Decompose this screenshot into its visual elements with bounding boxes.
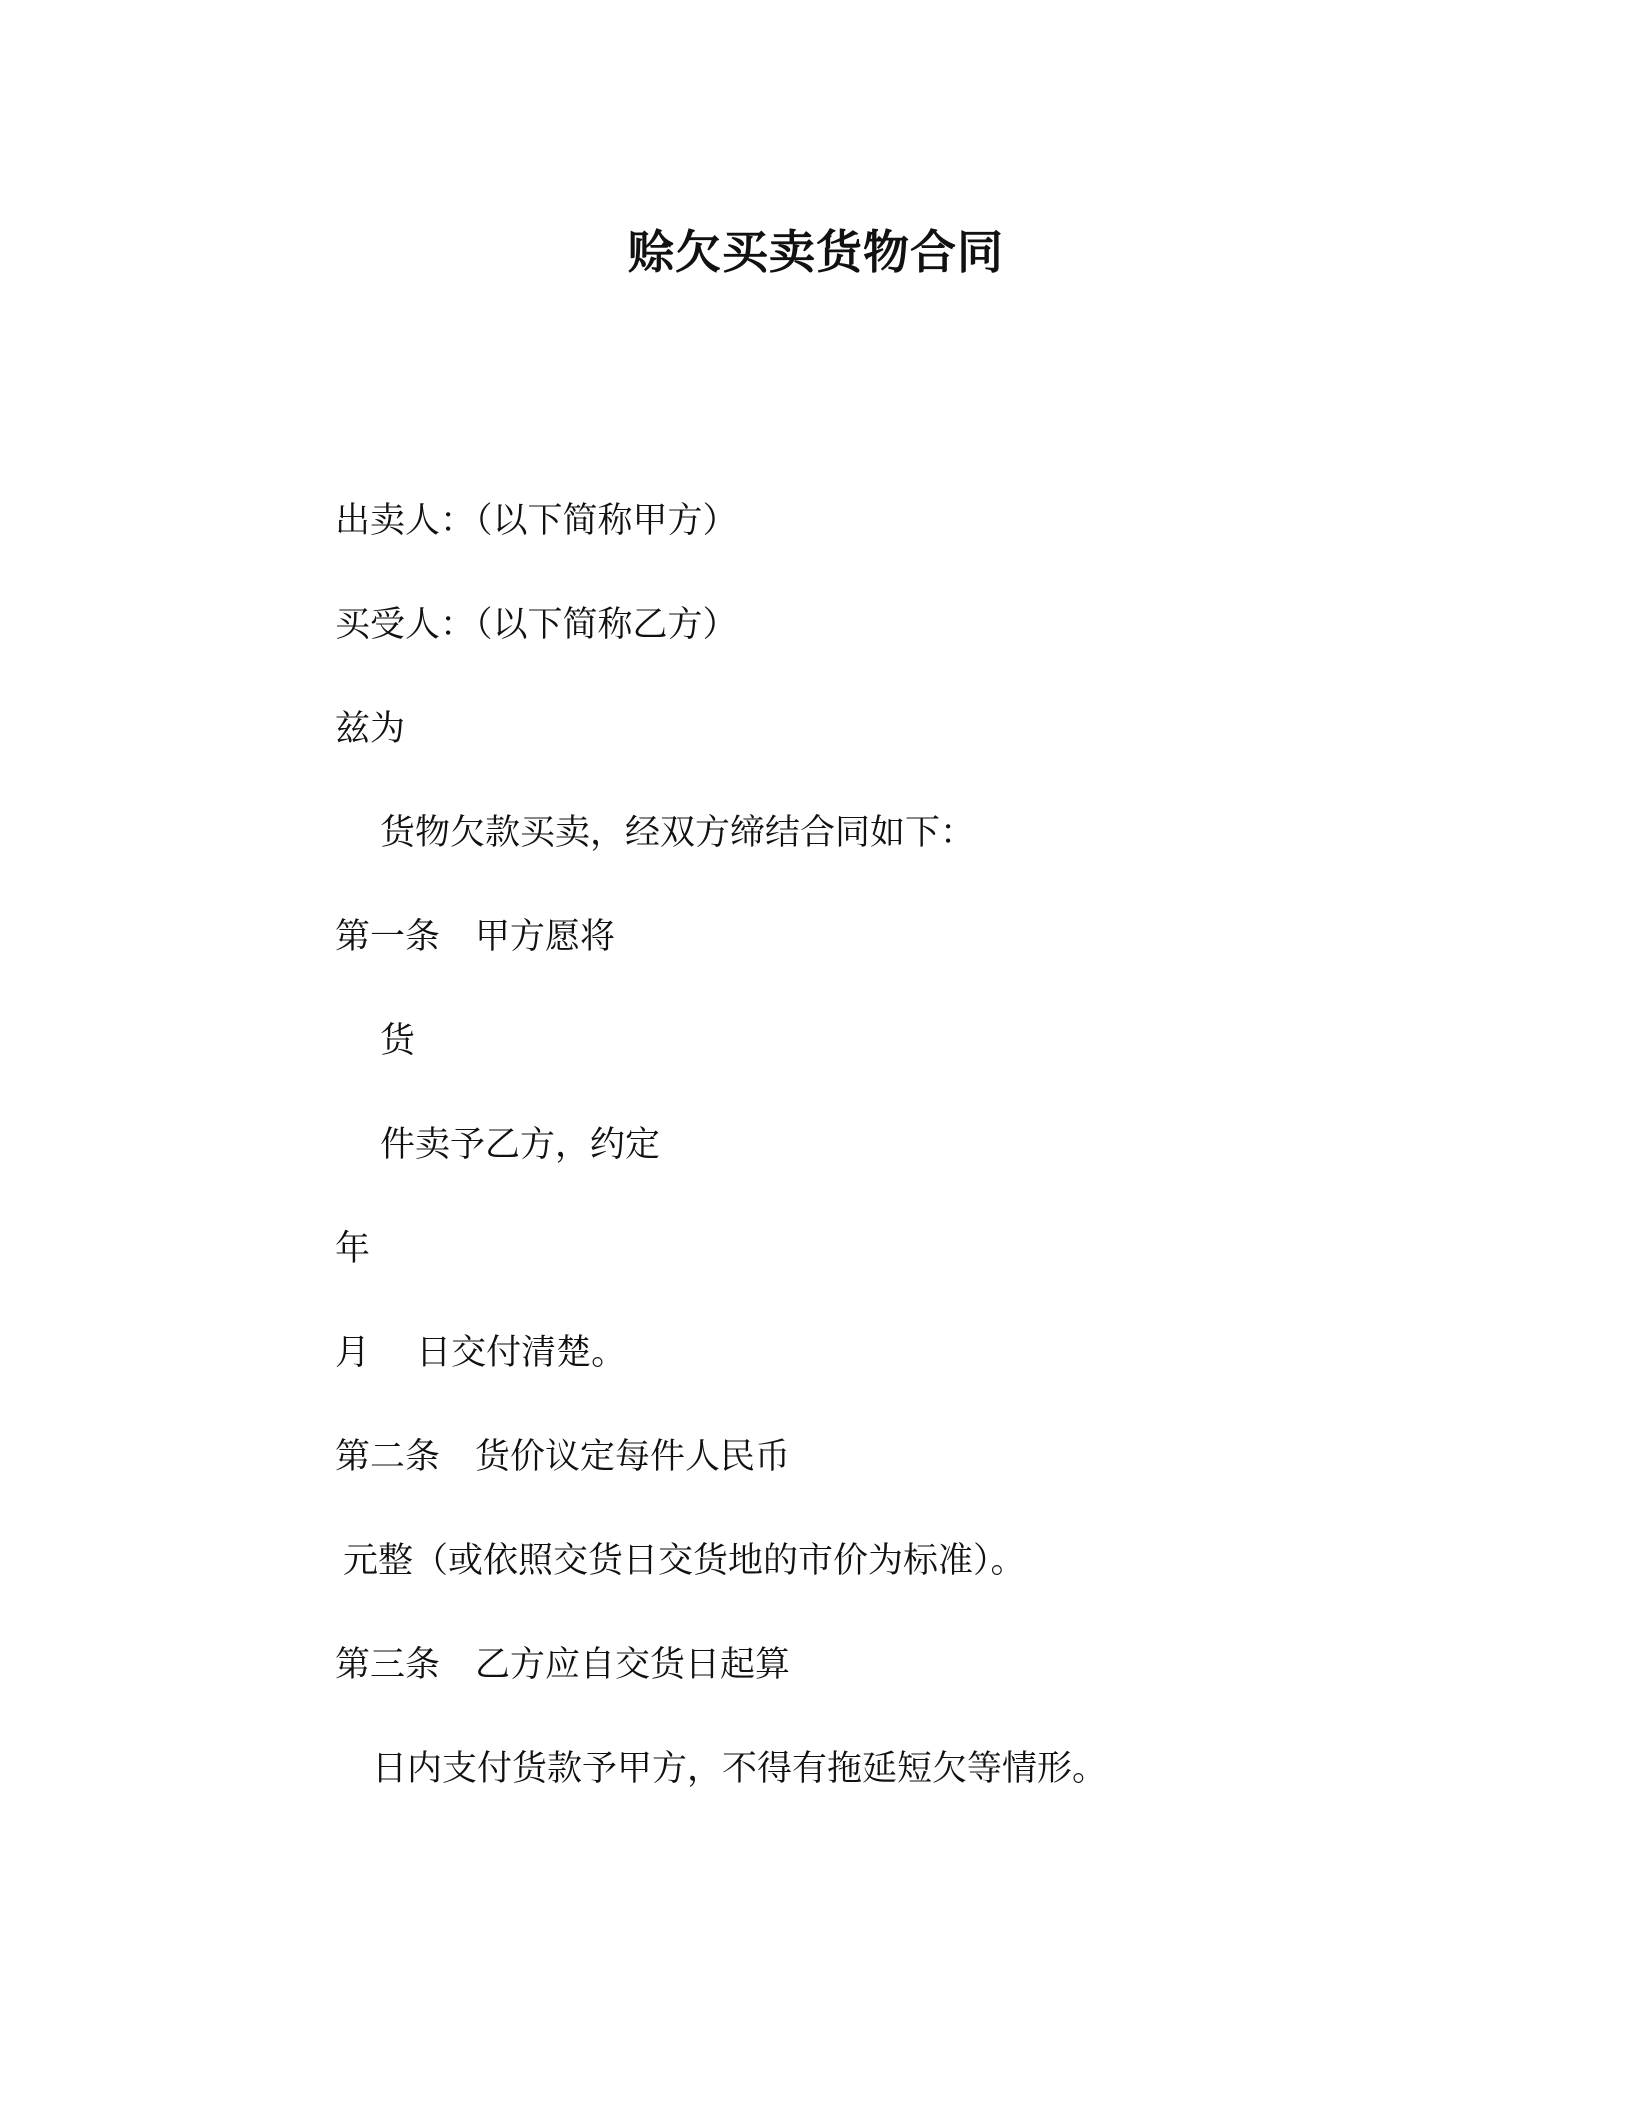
article-2-line: 第二条 货价议定每件人民币 <box>335 1437 791 1477</box>
article-1-quantity: 件卖予乙方，约定 <box>380 1125 661 1165</box>
preamble-continuation: 货物欠款买卖，经双方缔结合同如下： <box>380 813 976 853</box>
seller-line: 出卖人：（以下简称甲方） <box>335 501 738 541</box>
contract-title: 赊欠买卖货物合同 <box>628 225 1004 279</box>
article-1-line: 第一条 甲方愿将 <box>335 917 616 957</box>
article-1-date: 月 日交付清楚。 <box>335 1333 627 1373</box>
preamble-line: 兹为 <box>335 709 406 749</box>
article-3-line: 第三条 乙方应自交货日起算 <box>335 1645 791 1685</box>
article-1-goods: 货 <box>380 1021 416 1061</box>
article-2-continuation: 元整（或依照交货日交货地的市价为标准）。 <box>343 1541 1026 1581</box>
article-1-year: 年 <box>335 1229 371 1269</box>
article-3-continuation: 日内支付货款予甲方，不得有拖延短欠等情形。 <box>372 1749 1108 1789</box>
buyer-line: 买受人：（以下简称乙方） <box>335 605 738 645</box>
